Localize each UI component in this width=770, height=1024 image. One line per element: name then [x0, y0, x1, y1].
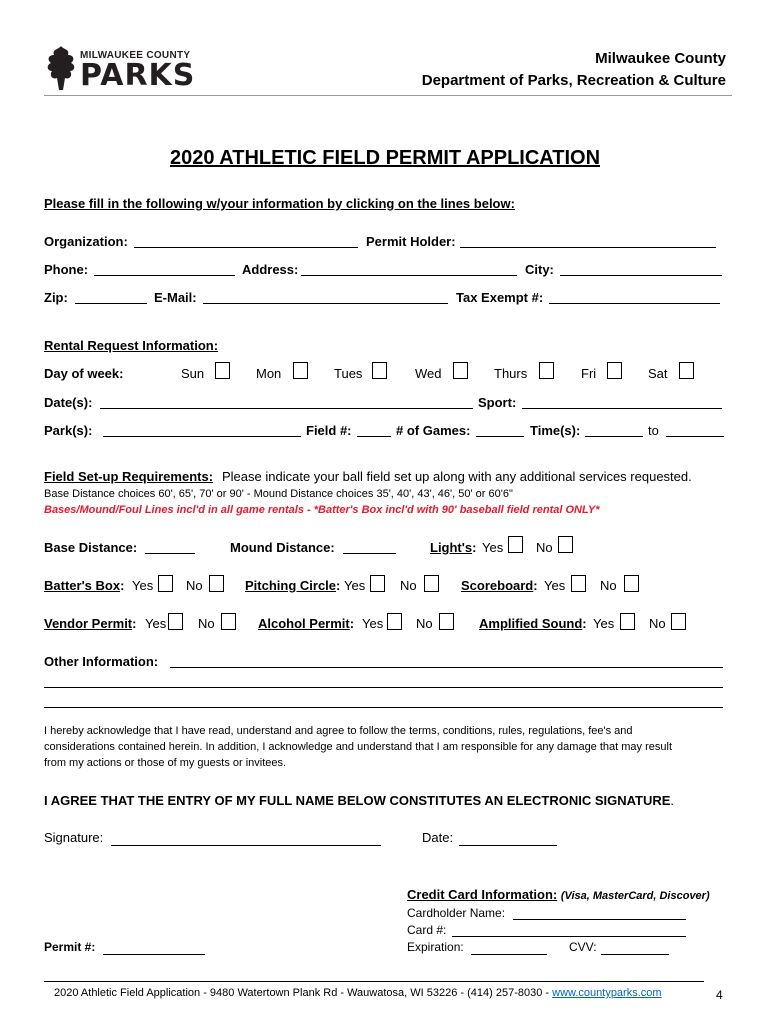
amplified-sound-yes-label: Yes [593, 616, 615, 631]
organization-label: Organization: [44, 234, 128, 249]
acknowledgement-line-1: I hereby acknowledge that I have read, understand and agree to follow the terms, conditions, rules, regulations, fee's and [44, 725, 633, 737]
vendor-permit-yes-label: Yes [145, 616, 167, 631]
tax-exempt-label: Tax Exempt #: [456, 290, 544, 305]
other-info-line-3[interactable] [44, 707, 723, 708]
batters-box-no-label: No [186, 578, 203, 593]
field-no-label: Field #: [306, 423, 352, 438]
lights-yes-label: Yes [482, 540, 504, 555]
alcohol-permit-yes-checkbox[interactable] [387, 613, 402, 630]
parks-label: Park(s): [44, 423, 93, 438]
day-mon-checkbox[interactable] [293, 362, 308, 379]
address-label: Address: [242, 262, 299, 277]
parks-field[interactable] [103, 436, 301, 437]
header-dept: Department of Parks, Recreation & Culture [421, 72, 726, 89]
lights-no-label: No [536, 540, 553, 555]
time-end-field[interactable] [666, 436, 724, 437]
batters-box-yes-label: Yes [132, 578, 154, 593]
cvv-field[interactable] [601, 954, 669, 955]
agree-statement: I AGREE THAT THE ENTRY OF MY FULL NAME BELOW CONSTITUTES AN ELECTRONIC SIGNATURE. [44, 793, 675, 808]
acknowledgement-line-2: considerations contained herein. In addition, I acknowledge and understand that I am responsible for any damage that may result [44, 741, 672, 753]
logo-top-text: MILWAUKEE COUNTY [80, 50, 191, 61]
day-mon-label: Mon [256, 366, 282, 381]
card-no-field[interactable] [452, 936, 686, 937]
pitching-circle-yes-label: Yes [344, 578, 366, 593]
sport-field[interactable] [522, 408, 722, 409]
day-sun-checkbox[interactable] [215, 362, 230, 379]
setup-note: Please indicate your ball field set up along with any additional services requested. [222, 469, 692, 484]
scoreboard-yes-checkbox[interactable] [571, 575, 586, 592]
oak-leaf-icon [44, 44, 78, 92]
email-field[interactable] [203, 303, 448, 304]
alcohol-permit-label: Alcohol Permit: [258, 616, 355, 631]
expiration-field[interactable] [471, 954, 547, 955]
to-label: to [648, 423, 659, 438]
red-note: Bases/Mound/Foul Lines incl'd in all game rentals - *Batter's Box incl'd with 90' baseball field rental ONLY* [44, 504, 600, 516]
header-org: Milwaukee County [595, 50, 726, 67]
day-sun-label: Sun [181, 366, 205, 381]
cardholder-field[interactable] [513, 919, 686, 920]
dates-label: Date(s): [44, 395, 93, 410]
scoreboard-no-label: No [600, 578, 617, 593]
batters-box-yes-checkbox[interactable] [158, 575, 173, 592]
cvv-label: CVV: [569, 940, 597, 954]
other-info-line-1[interactable] [170, 667, 723, 668]
lights-label: Light's: [430, 540, 477, 555]
scoreboard-no-checkbox[interactable] [624, 575, 639, 592]
other-info-line-2[interactable] [44, 687, 723, 688]
permit-holder-label: Permit Holder: [366, 234, 456, 249]
time-start-field[interactable] [585, 436, 643, 437]
page-number: 4 [716, 988, 723, 1002]
logo-parks-text: PARKS [80, 58, 196, 93]
lights-text: Light's [430, 540, 473, 555]
mound-distance-label: Mound Distance: [230, 540, 335, 555]
pitching-circle-label: Pitching Circle: [245, 578, 341, 593]
cardholder-label: Cardholder Name: [407, 906, 506, 920]
day-sat-checkbox[interactable] [679, 362, 694, 379]
day-sat-label: Sat [648, 366, 668, 381]
header-rule [44, 95, 732, 96]
date-field[interactable] [459, 845, 557, 846]
amplified-sound-no-label: No [649, 616, 666, 631]
phone-label: Phone: [44, 262, 89, 277]
city-field[interactable] [560, 275, 722, 276]
day-fri-checkbox[interactable] [607, 362, 622, 379]
zip-label: Zip: [44, 290, 68, 305]
batters-box-label: Batter's Box: [44, 578, 125, 593]
logo [44, 44, 196, 94]
sport-label: Sport: [478, 395, 517, 410]
date-label: Date: [422, 830, 454, 845]
setup-heading: Field Set-up Requirements: [44, 469, 214, 484]
amplified-sound-label: Amplified Sound: [479, 616, 587, 631]
instructions: Please fill in the following w/your information by clicking on the lines below: [44, 196, 515, 211]
base-distance-label: Base Distance: [44, 540, 138, 555]
rental-heading: Rental Request Information: [44, 338, 219, 353]
zip-field[interactable] [75, 303, 147, 304]
acknowledgement-line-3: from my actions or those of my guests or invitees. [44, 757, 287, 769]
phone-field[interactable] [94, 275, 235, 276]
lights-no-checkbox[interactable] [558, 536, 573, 553]
day-of-week-label: Day of week: [44, 366, 124, 381]
day-thurs-label: Thurs [494, 366, 528, 381]
footer-text: 2020 Athletic Field Application - 9480 Watertown Plank Rd - Wauwatosa, WI 53226 - (414) 257-8030 - www.countyparks.com [54, 987, 662, 999]
day-thurs-checkbox[interactable] [539, 362, 554, 379]
expiration-label: Expiration: [407, 940, 464, 954]
website-link[interactable]: www.countyparks.com [552, 987, 662, 999]
organization-field[interactable] [134, 247, 358, 248]
batters-box-no-checkbox[interactable] [209, 575, 224, 592]
alcohol-permit-no-label: No [416, 616, 433, 631]
vendor-permit-yes-checkbox[interactable] [168, 613, 183, 630]
permit-no-field[interactable] [103, 954, 205, 955]
dates-field[interactable] [100, 408, 473, 409]
amplified-sound-no-checkbox[interactable] [671, 613, 686, 630]
city-label: City: [525, 262, 554, 277]
day-wed-checkbox[interactable] [453, 362, 468, 379]
vendor-permit-no-checkbox[interactable] [221, 613, 236, 630]
pitching-circle-yes-checkbox[interactable] [370, 575, 385, 592]
page-title: 2020 ATHLETIC FIELD PERMIT APPLICATION [169, 147, 601, 169]
day-tues-checkbox[interactable] [372, 362, 387, 379]
email-label: E-Mail: [154, 290, 197, 305]
base-distance-note: Base Distance choices 60', 65', 70' or 90' - Mound Distance choices 35', 40', 43', 46', 50' or 60'6" [44, 488, 513, 500]
alcohol-permit-yes-label: Yes [362, 616, 384, 631]
other-info-label: Other Information: [44, 654, 159, 669]
day-wed-label: Wed [415, 366, 442, 381]
day-fri-label: Fri [581, 366, 597, 381]
pitching-circle-no-label: No [400, 578, 417, 593]
signature-label: Signature: [44, 830, 104, 845]
scoreboard-label: Scoreboard: [461, 578, 538, 593]
lights-yes-checkbox[interactable] [508, 536, 523, 553]
mound-distance-field[interactable] [343, 553, 396, 554]
vendor-permit-label: Vendor Permit: [44, 616, 137, 631]
alcohol-permit-no-checkbox[interactable] [439, 613, 454, 630]
permit-no-label: Permit #: [44, 940, 96, 954]
credit-card-heading: Credit Card Information: (Visa, MasterCard, Discover) [407, 887, 710, 902]
tax-exempt-field[interactable] [549, 303, 720, 304]
permit-holder-field[interactable] [460, 247, 716, 248]
games-field[interactable] [476, 436, 524, 437]
scoreboard-yes-label: Yes [544, 578, 566, 593]
times-label: Time(s): [530, 423, 581, 438]
footer-rule [44, 981, 704, 982]
signature-field[interactable] [111, 845, 381, 846]
pitching-circle-no-checkbox[interactable] [424, 575, 439, 592]
base-distance-field[interactable] [145, 553, 195, 554]
amplified-sound-yes-checkbox[interactable] [620, 613, 635, 630]
vendor-permit-no-label: No [198, 616, 215, 631]
card-no-label: Card #: [407, 923, 447, 937]
games-label: # of Games: [396, 423, 471, 438]
field-no-field[interactable] [357, 436, 391, 437]
day-tues-label: Tues [334, 366, 363, 381]
address-field[interactable] [301, 275, 517, 276]
